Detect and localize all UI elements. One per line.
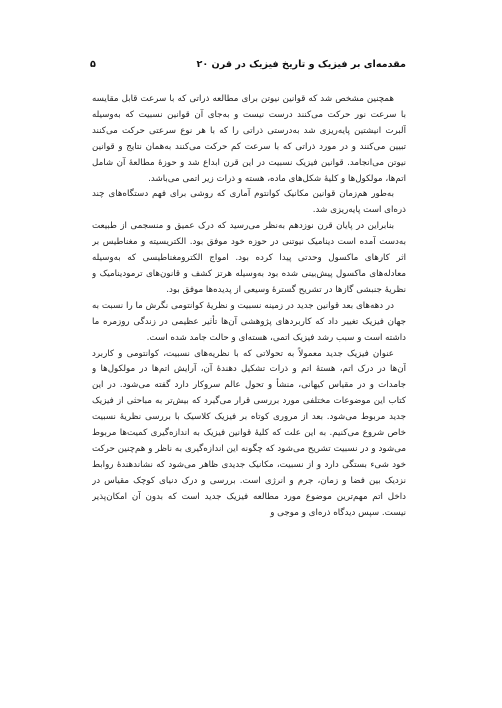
paragraph: بنابراین در پایان قرن نوزدهم به‌نظر می‌رسید که درک عمیق و منسجمی از طبیعت به‌دست آمده است دینامیک نیوتنی در حوزه خود موفق بود. الکتریسیته و مغناطیس بر اثر کارهای ماکسول وحدتی پیدا کرده بود. امواج الکترومغناطیسی که به‌وسیله معادله‌های ماکسول پیش‌بینی شده بود به‌وسیله هرتز کشف و قانون‌های ترمودینامیک و نظریهٔ جنبشی گازها در تشریح گسترهٔ وسیعی از پدیده‌ها موفق بود.: [92, 221, 406, 295]
paragraph: به‌طور هم‌زمان قوانین مکانیک کوانتوم آماری که روشی برای فهم دستگاه‌های چند ذره‌ای است پایه‌ریزی شد.: [92, 189, 406, 216]
paragraph: عنوان فیزیک جدید معمولاً به تحولاتی که با نظریه‌های نسبیت، کوانتومی و کاربرد آن‌ها در درک اتم، هستهٔ اتم و ذرات تشکیل دهندهٔ آن، آرایش اتم‌ها در مولکول‌ها و جامدات و در مقیاس کیهانی، منشأ و تحول عالم سروکار دارد گفته می‌شود. در این کتاب این موضوعات مختلفی مورد بررسی قرار می‌گیرد که بیش‌تر به مباحثی از فیزیک جدید مربوط می‌شود. بعد از مروری کوتاه بر فیزیک کلاسیک با بررسی نظریهٔ نسبیت خاص شروع می‌کنیم. به این علت که کلیهٔ قوانین فیزیک به اندازه‌گیری کمیت‌ها مربوط می‌شود و در نسبیت تشریح می‌شود که چگونه این اندازه‌گیری به ناظر و هم‌چنین حرکت خود شیء بستگی دارد و از نسبیت، مکانیک جدیدی ظاهر می‌شود که نشاندهندهٔ روابط نزدیک بین فضا و زمان، جرم و انرژی است. بررسی و درک دنیای کوچک مقیاس در داخل اتم مهم‌ترین موضوع مورد مطالعه فیزیک جدید است که بدون آن امکان‌پذیر نیست. سپس دیدگاه ذره‌ای و موجی و: [92, 348, 406, 518]
page-number: ۵: [90, 58, 96, 70]
running-header-title: مقدمه‌ای بر فیزیک و تاریخ فیزیک در قرن ۲۰: [196, 58, 406, 70]
running-header: [90, 56, 406, 72]
paragraph: در دهه‌های بعد قوانین جدید در زمینه نسبیت و نظریهٔ کوانتومی نگرش ما را نسبت به جهان فیزیک تغییر داد که کاربردهای پژوهشی آن‌ها تأثیر عظیمی در زندگی روزمره ما داشته است و سبب رشد فیزیک اتمی، هسته‌ای و حالت جامد شده است.: [92, 300, 406, 343]
paragraph: همچنین مشخص شد که قوانین نیوتن برای مطالعه ذراتی که با سرعت قابل مقایسه با سرعت نور حرکت می‌کنند درست نیست و به‌جای آن قوانین نسبیت که به‌وسیله آلبرت انیشتین پایه‌ریزی شد به‌درستی ذراتی را که با هر نوع سرعتی حرکت می‌کنند تبیین می‌کنند و در مورد ذراتی که با سرعت کم حرکت می‌کنند به‌همان نتایج و قوانین نیوتن می‌انجامد. قوانین فیزیک نسبیت در این قرن ابداع شد و حوزهٔ مطالعهٔ آن شامل اتم‌ها، مولکول‌ها و کلیهٔ شکل‌های ماده، هسته و ذرات زیر اتمی می‌باشد.: [92, 94, 406, 184]
body-text: [92, 92, 406, 604]
